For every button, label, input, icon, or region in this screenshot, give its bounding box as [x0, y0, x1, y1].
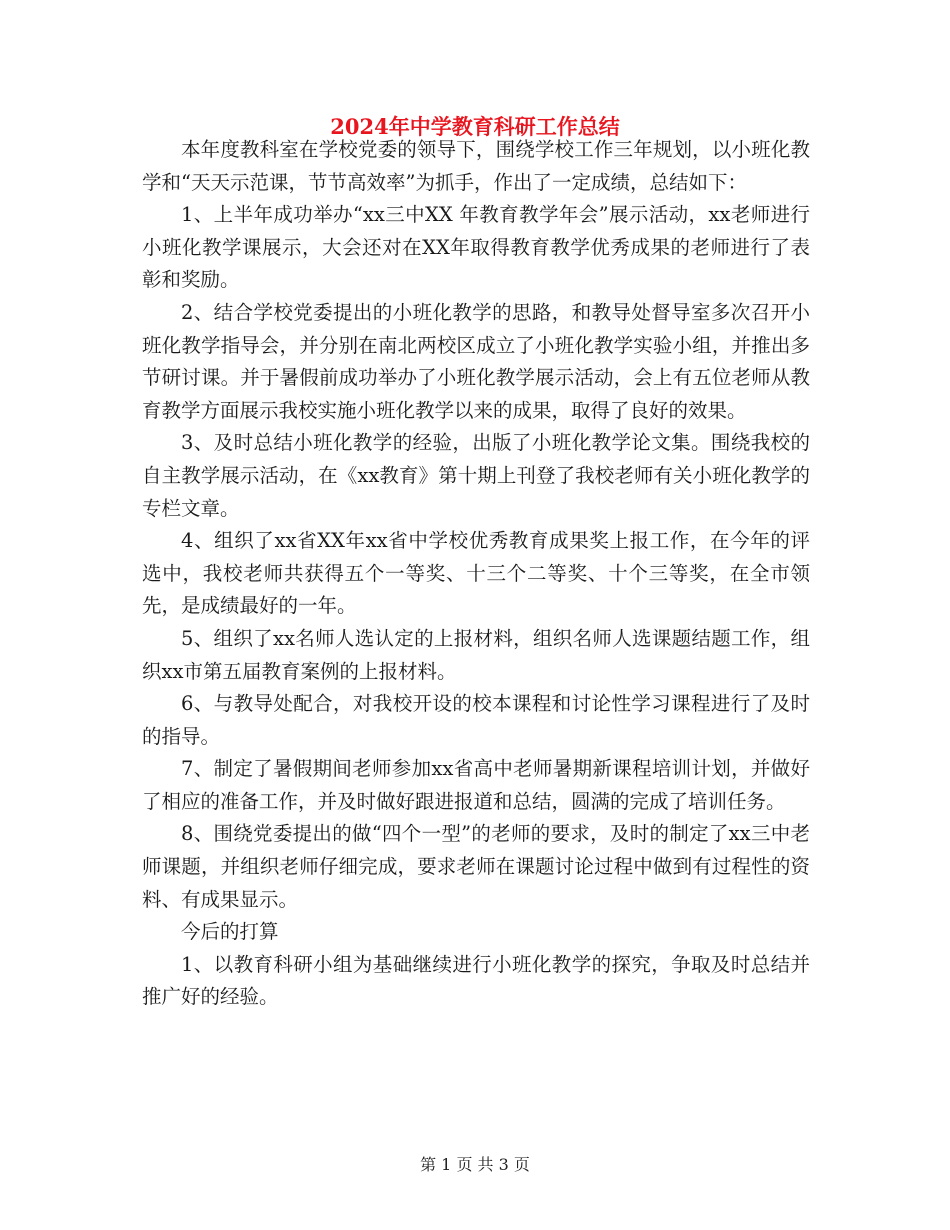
paragraph-item-6: 6、与教导处配合，对我校开设的校本课程和讨论性学习课程进行了及时的指导。 [142, 692, 810, 748]
paragraph-item-4: 4、组织了xx省XX年xx省中学校优秀教育成果奖上报工作，在今年的评选中，我校老师共获得五个一等奖、十三个二等奖、十个三等奖，在全市领先，是成绩最好的一年。 [142, 529, 810, 618]
paragraph-item-2: 2、结合学校党委提出的小班化教学的思路，和教导处督导室多次召开小班化教学指导会，并分别在南北两校区成立了小班化教学实验小组，并推出多节研讨课。并于暑假前成功举办了小班化教学展示活动，会上有五位老师从教育教学方面展示我校实施小班化教学以来的成果，取得了良好的效果。 [142, 300, 810, 422]
document-title: 2024年中学教育科研工作总结 [330, 114, 620, 139]
paragraph-plan-1: 1、以教育科研小组为基础继续进行小班化教学的探究，争取及时总结并推广好的经验。 [142, 952, 810, 1009]
section-heading-future-plans: 今后的打算 [181, 920, 279, 944]
document-body [142, 134, 810, 1014]
paragraph-item-8: 8、围绕党委提出的做“四个一型”的老师的要求，及时的制定了xx三中老师课题，并组织老师仔细完成，要求老师在课题讨论过程中做到有过程性的资料、有成果显示。 [142, 822, 810, 911]
page-number-footer: 第 1 页 共 3 页 [420, 1155, 530, 1174]
paragraph-item-5: 5、组织了xx名师人选认定的上报材料，组织名师人选课题结题工作，组织xx市第五届教育案例的上报材料。 [142, 626, 810, 683]
paragraph-intro: 本年度教科室在学校党委的领导下，围绕学校工作三年规划，以小班化教学和“天天示范课，节节高效率”为抓手，作出了一定成绩，总结如下： [142, 138, 810, 194]
paragraph-item-1: 1、上半年成功举办“xx三中XX 年教育教学年会”展示活动，xx老师进行小班化教学课展示，大会还对在XX年取得教育教学优秀成果的老师进行了表彰和奖励。 [142, 203, 810, 292]
paragraph-item-3: 3、及时总结小班化教学的经验，出版了小班化教学论文集。围绕我校的自主教学展示活动，在《xx教育》第十期上刊登了我校老师有关小班化教学的专栏文章。 [142, 431, 810, 520]
paragraph-item-7: 7、制定了暑假期间老师参加xx省高中老师暑期新课程培训计划，并做好了相应的准备工作，并及时做好跟进报道和总结，圆满的完成了培训任务。 [142, 757, 810, 813]
